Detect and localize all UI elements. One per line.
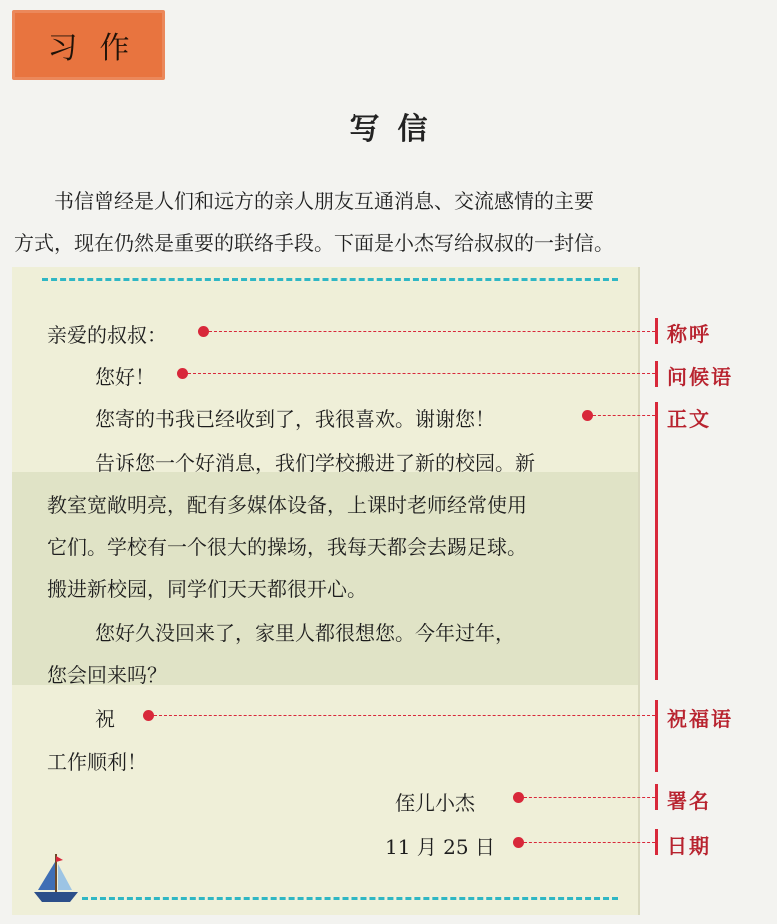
greeting-pointer-line bbox=[188, 373, 655, 374]
bottom-dashed-border bbox=[82, 897, 618, 900]
wish-bracket bbox=[655, 700, 658, 772]
page-title: 写信 bbox=[349, 112, 446, 147]
letter-salutation: 亲爱的叔叔： bbox=[47, 323, 167, 347]
top-dashed-border bbox=[42, 278, 618, 281]
letter-body-line: 您会回来吗？ bbox=[47, 663, 167, 687]
wish-marker-dot bbox=[143, 710, 154, 721]
letter-date: 11 月 25 日 bbox=[385, 835, 495, 859]
letter-body-line: 您好久没回来了，家里人都很想您。今年过年， bbox=[95, 621, 515, 645]
intro-line-2: 方式，现在仍然是重要的联络手段。下面是小杰写给叔叔的一封信。 bbox=[14, 231, 614, 255]
letter-body-line: 它们。学校有一个很大的操场，我每天都会去踢足球。 bbox=[47, 535, 527, 559]
label-salutation: 称呼 bbox=[667, 322, 711, 346]
section-tag-label: 习作 bbox=[47, 31, 152, 66]
letter-signature: 侄儿小杰 bbox=[395, 791, 475, 815]
date-marker-dot bbox=[513, 837, 524, 848]
signature-bracket bbox=[655, 784, 658, 810]
date-bracket bbox=[655, 829, 658, 855]
signature-marker-dot bbox=[513, 792, 524, 803]
salutation-pointer-line bbox=[209, 331, 655, 332]
intro-paragraph bbox=[14, 180, 774, 264]
greeting-bracket bbox=[655, 361, 658, 387]
letter-greeting: 您好！ bbox=[95, 365, 155, 389]
letter-wish-word: 祝 bbox=[95, 707, 115, 731]
greeting-marker-dot bbox=[177, 368, 188, 379]
salutation-bracket bbox=[655, 318, 658, 344]
letter-body-line: 告诉您一个好消息，我们学校搬进了新的校园。新 bbox=[95, 451, 535, 475]
body-marker-dot bbox=[582, 410, 593, 421]
label-signature: 署名 bbox=[667, 789, 711, 813]
show-through-texture bbox=[520, 40, 777, 65]
salutation-marker-dot bbox=[198, 326, 209, 337]
body-bracket bbox=[655, 402, 658, 680]
signature-pointer-line bbox=[524, 797, 655, 798]
wish-pointer-line bbox=[154, 715, 655, 716]
label-greeting: 问候语 bbox=[667, 365, 733, 389]
letter-body-line: 您寄的书我已经收到了，我很喜欢。谢谢您！ bbox=[95, 407, 495, 431]
letter-body-line: 搬进新校园，同学们天天都很开心。 bbox=[47, 577, 367, 601]
label-wish: 祝福语 bbox=[667, 707, 733, 731]
letter-body-line: 教室宽敞明亮，配有多媒体设备，上课时老师经常使用 bbox=[47, 493, 527, 517]
sailboat-icon bbox=[32, 852, 82, 904]
label-date: 日期 bbox=[667, 834, 711, 858]
section-tag bbox=[12, 10, 165, 80]
letter-wish: 工作顺利！ bbox=[47, 750, 147, 774]
intro-line-1: 书信曾经是人们和远方的亲人朋友互通消息、交流感情的主要 bbox=[54, 189, 594, 213]
label-body: 正文 bbox=[667, 407, 711, 431]
body-pointer-line bbox=[593, 415, 655, 416]
date-pointer-line bbox=[524, 842, 655, 843]
